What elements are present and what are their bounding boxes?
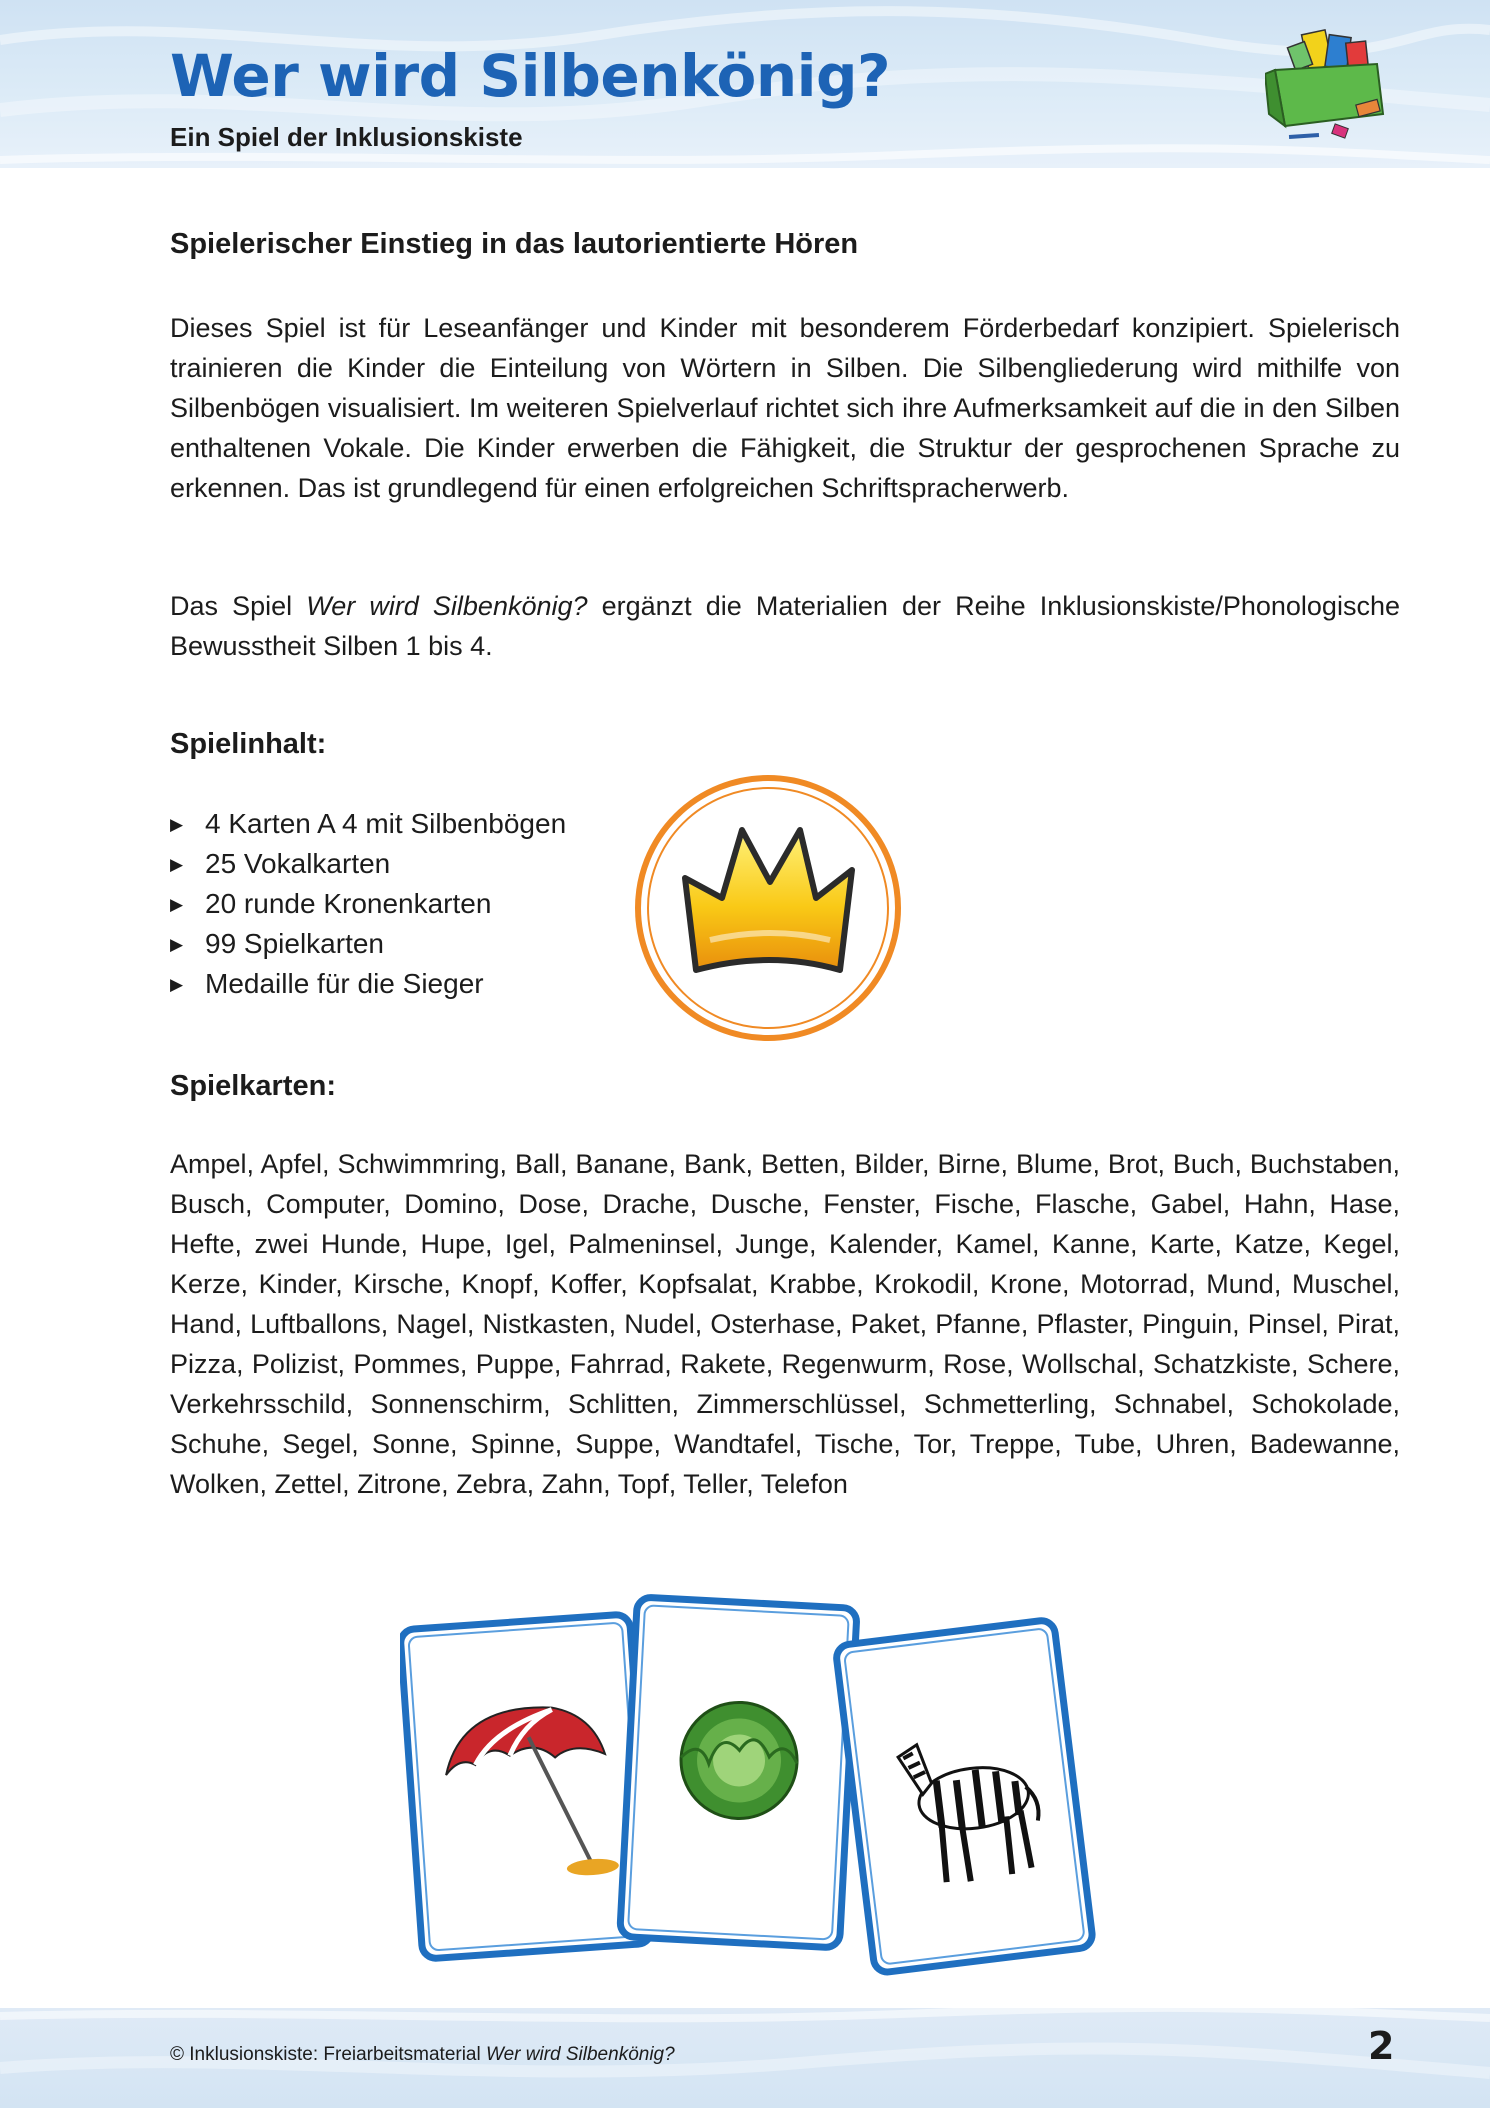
series-paragraph-prefix: Das Spiel bbox=[170, 591, 307, 621]
footer-copyright-prefix: © Inklusionskiste: Freiarbeitsmaterial bbox=[170, 2044, 486, 2065]
sonnenschirm-card bbox=[400, 1614, 652, 1959]
triangle-right-icon: ▶ bbox=[170, 895, 184, 914]
footer-game-title: Wer wird Silbenkönig? bbox=[486, 2044, 675, 2065]
sample-cards-illustration bbox=[400, 1590, 1170, 1990]
page-number: 2 bbox=[1368, 2024, 1395, 2068]
list-item-label: 4 Karten A 4 mit Silbenbögen bbox=[205, 808, 567, 839]
intro-heading: Spielerischer Einstieg in das lautorientierte Hören bbox=[170, 228, 859, 260]
contents-heading: Spielinhalt: bbox=[170, 728, 327, 760]
list-item bbox=[170, 924, 566, 964]
contents-list bbox=[170, 804, 566, 1004]
intro-paragraph: Dieses Spiel ist für Leseanfänger und Kinder mit besonderem Förderbedarf konzipiert. Spielerisch trainieren die Kinder die Einteilung von Wörtern in Silben. Die Silbengliederung wird mithilfe von Silbenbögen visualisiert. Im weiteren Spielverlauf richtet sich ihre Aufmerksamkeit auf die in den Silben enthaltenen Vokale. Die Kinder erwerben die Fähigkeit, die Struktur der gesprochenen Sprache zu erkennen. Das ist grundlegend für einen erfolgreichen Schriftspracherwerb. bbox=[170, 313, 1400, 503]
series-paragraph-suffix: ergänzt die Materialien der Reihe Inklusionskiste/Phonologische Bewusstheit Silben 1 bis 4. bbox=[170, 591, 1400, 661]
material-box-icon bbox=[1265, 22, 1405, 147]
triangle-right-icon: ▶ bbox=[170, 855, 184, 874]
zebra-card bbox=[835, 1619, 1094, 1973]
cards-heading: Spielkarten: bbox=[170, 1070, 336, 1102]
triangle-right-icon: ▶ bbox=[170, 935, 184, 954]
cards-word-list: Ampel, Apfel, Schwimmring, Ball, Banane, Bank, Betten, Bilder, Birne, Blume, Brot, Buch, Buchstaben, Busch, Computer, Domino, Dose, Drache, Dusche, Fenster, Fische, Flasche, Gabel, Hahn, Hase, Hefte, zwei Hunde, Hupe, Igel, Palmeninsel, Junge, Kalender, Kamel, Kanne, Karte, Katze, Kegel, Kerze, Kinder, Kirsche, Knopf, Koffer, Kopfsalat, Krabbe, Krokodil, Krone, Motorrad, Mund, Muschel, Hand, Luftballons, Nagel, Nistkasten, Nudel, Osterhase, Paket, Pfanne, Pflaster, Pinguin, Pinsel, Pirat, Pizza, Polizist, Pommes, Puppe, Fahrrad, Rakete, Regenwurm, Rose, Wollschal, Schatzkiste, Schere, Verkehrsschild, Sonnenschirm, Schlitten, Zimmerschlüssel, Schmetterling, Schnabel, Schokolade, Schuhe, Segel, Sonne, Spinne, Suppe, Wandtafel, Tische, Tor, Treppe, Tube, Uhren, Badewanne, Wolken, Zettel, Zitrone, Zebra, Zahn, Topf, Teller, Telefon bbox=[170, 1149, 1400, 1499]
triangle-right-icon: ▶ bbox=[170, 975, 184, 994]
list-item bbox=[170, 884, 566, 924]
footer-copyright bbox=[170, 2044, 675, 2066]
list-item-label: 20 runde Kronenkarten bbox=[205, 888, 492, 919]
kopfsalat-card bbox=[620, 1597, 857, 1948]
page-subtitle: Ein Spiel der Inklusionskiste bbox=[170, 122, 523, 152]
page-title: Wer wird Silbenkönig? bbox=[170, 42, 891, 110]
game-title-inline: Wer wird Silbenkönig? bbox=[306, 591, 588, 621]
list-item-label: 99 Spielkarten bbox=[205, 928, 385, 959]
triangle-right-icon: ▶ bbox=[170, 815, 184, 834]
list-item bbox=[170, 964, 566, 1004]
series-paragraph bbox=[170, 586, 1400, 666]
list-item bbox=[170, 804, 566, 844]
list-item-label: 25 Vokalkarten bbox=[205, 848, 391, 879]
list-item bbox=[170, 844, 566, 884]
crown-card-icon bbox=[630, 770, 906, 1046]
list-item-label: Medaille für die Sieger bbox=[205, 968, 484, 999]
